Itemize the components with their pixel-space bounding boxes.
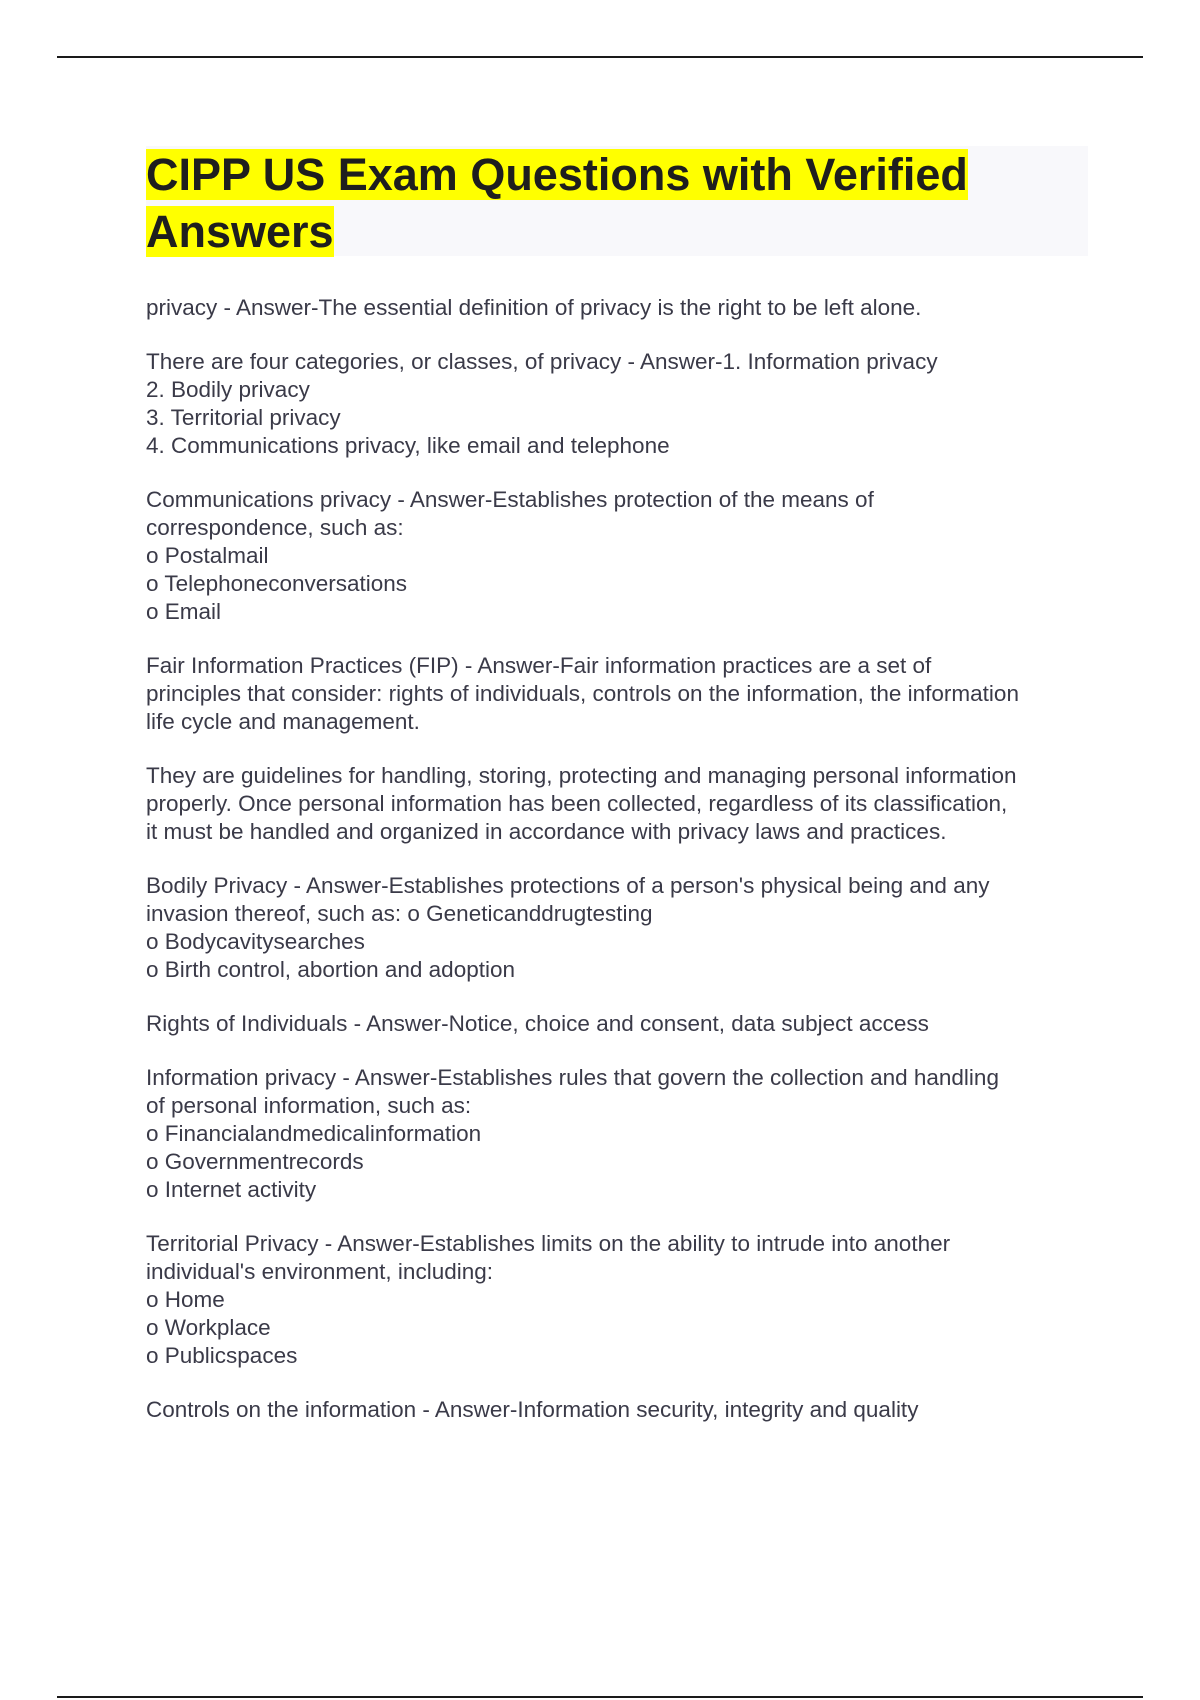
qa-entry-text: There are four categories, or classes, of privacy - Answer-1. Information privacy (146, 349, 938, 374)
qa-entry (146, 762, 1088, 846)
qa-entry-text: Rights of Individuals - Answer-Notice, choice and consent, data subject access (146, 1011, 929, 1036)
qa-entry-line: o Financialandmedicalinformation (146, 1121, 482, 1146)
title-highlight: CIPP US Exam Questions with Verified Answers (146, 149, 968, 257)
qa-entry-line: o Telephoneconversations (146, 571, 408, 596)
qa-list (146, 294, 1088, 1424)
qa-entry-line: it must be handled and organized in accordance with privacy laws and practices. (146, 819, 947, 844)
qa-entry-line: properly. Once personal information has been collected, regardless of its classification, (146, 791, 1008, 816)
qa-entry-text: Controls on the information - Answer-Information security, integrity and quality (146, 1397, 919, 1422)
qa-entry-line: o Workplace (146, 1315, 271, 1340)
qa-entry-line: o Bodycavitysearches (146, 929, 365, 954)
qa-entry (146, 486, 1088, 626)
qa-entry (146, 872, 1088, 984)
qa-entry-line: life cycle and management. (146, 709, 420, 734)
qa-entry-line: o Publicspaces (146, 1343, 298, 1368)
qa-entry-text: Territorial Privacy - Answer-Establishes limits on the ability to intrude into another (146, 1231, 951, 1256)
qa-entry-line: o Home (146, 1287, 225, 1312)
bottom-rule (57, 1696, 1143, 1698)
qa-entry-line: o Birth control, abortion and adoption (146, 957, 515, 982)
page-title (146, 146, 1088, 260)
qa-entry-line: correspondence, such as: (146, 515, 404, 540)
qa-entry-line: 4. Communications privacy, like email and telephone (146, 433, 670, 458)
qa-entry-text: Communications privacy - Answer-Establishes protection of the means of (146, 487, 874, 512)
qa-entry-text: They are guidelines for handling, storing, protecting and managing personal information (146, 763, 1017, 788)
qa-entry (146, 294, 1088, 322)
qa-entry (146, 1230, 1088, 1370)
qa-entry-line: o Email (146, 599, 222, 624)
qa-entry (146, 348, 1088, 460)
qa-entry (146, 1010, 1088, 1038)
qa-entry (146, 652, 1088, 736)
qa-entry-line: of personal information, such as: (146, 1093, 472, 1118)
title-block (146, 146, 1088, 256)
qa-entry (146, 1064, 1088, 1204)
qa-entry (146, 1396, 1088, 1424)
qa-entry-text: Bodily Privacy - Answer-Establishes protections of a person's physical being and any (146, 873, 990, 898)
qa-entry-line: o Postalmail (146, 543, 269, 568)
qa-entry-line: o Internet activity (146, 1177, 317, 1202)
qa-entry-text: Information privacy - Answer-Establishes rules that govern the collection and handling (146, 1065, 999, 1090)
page-content (146, 146, 1088, 1450)
qa-entry-line: principles that consider: rights of individuals, controls on the information, the information (146, 681, 1019, 706)
qa-entry-line: invasion thereof, such as: o Geneticanddrugtesting (146, 901, 653, 926)
qa-entry-line: o Governmentrecords (146, 1149, 364, 1174)
qa-entry-text: privacy - Answer-The essential definition of privacy is the right to be left alone. (146, 295, 922, 320)
qa-entry-line: 2. Bodily privacy (146, 377, 310, 402)
qa-entry-line: individual's environment, including: (146, 1259, 493, 1284)
top-rule (57, 56, 1143, 58)
qa-entry-line: 3. Territorial privacy (146, 405, 341, 430)
qa-entry-text: Fair Information Practices (FIP) - Answer-Fair information practices are a set of (146, 653, 932, 678)
